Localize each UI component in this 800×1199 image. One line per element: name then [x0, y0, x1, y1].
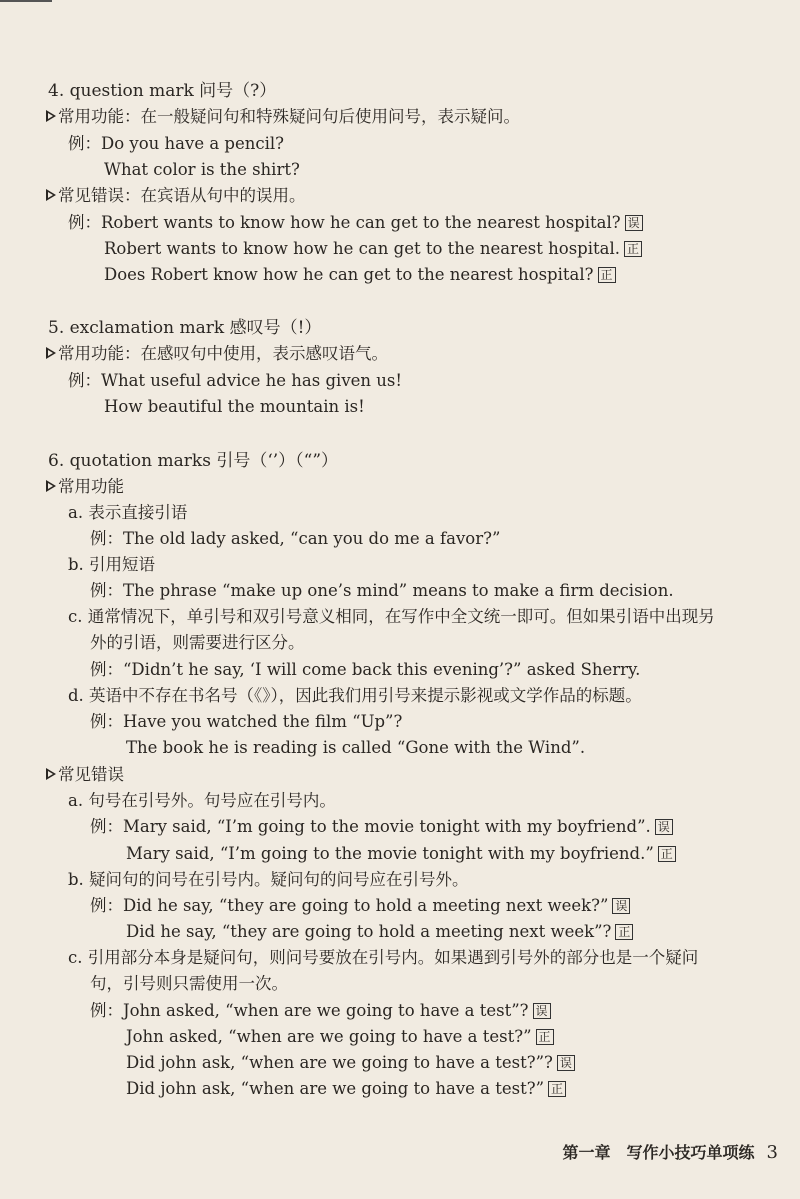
triangle-icon: [46, 768, 56, 780]
wrong-badge: 误: [625, 215, 643, 231]
example-line: Did john ask, “when are we going to have a test?”? 误: [126, 1052, 575, 1074]
triangle-icon: [46, 189, 56, 201]
triangle-icon: [46, 347, 56, 359]
chapter-title: 第一章 写作小技巧单项练: [562, 1143, 755, 1162]
example-line: Robert wants to know how he can get to the nearest hospital. 正: [104, 238, 642, 260]
right-badge: 正: [624, 241, 642, 257]
subitem-c: c. 通常情况下，单引号和双引号意义相同，在写作中全文统一即可。但如果引语中出现另: [68, 607, 715, 626]
subitem-c-cont: 外的引语，则需要进行区分。: [90, 633, 305, 652]
error-b: b. 疑问句的问号在引号内。疑问句的问号应在引号外。: [68, 870, 469, 889]
example-row: 例：Do you have a pencil?: [68, 134, 285, 153]
section-5-title: 5. exclamation mark 感叹号（!）: [48, 318, 322, 338]
section-4-function: 常用功能：在一般疑问句和特殊疑问句后使用问号，表示疑问。: [46, 106, 520, 128]
example-row: 例：The old lady asked, “can you do me a favor?”: [90, 529, 501, 548]
wrong-badge: 误: [655, 819, 673, 835]
triangle-icon: [46, 480, 56, 492]
example-row: 例：Did he say, “they are going to hold a meeting next week?” 误: [90, 895, 630, 917]
top-rule: [0, 0, 52, 2]
example-line: What color is the shirt?: [104, 160, 300, 179]
subitem-d: d. 英语中不存在书名号（《》），因此我们用引号来提示影视或文学作品的标题。: [68, 686, 642, 705]
right-badge: 正: [615, 924, 633, 940]
example-line: The book he is reading is called “Gone with the Wind”.: [126, 738, 586, 757]
wrong-badge: 误: [557, 1055, 575, 1071]
example-line: Did he say, “they are going to hold a meeting next week”? 正: [126, 921, 633, 943]
section-4-errors: 常见错误：在宾语从句中的误用。: [46, 185, 306, 207]
example-line: Does Robert know how he can get to the nearest hospital? 正: [104, 264, 616, 286]
example-line: John asked, “when are we going to have a test?” 正: [126, 1026, 554, 1048]
section-5-function: 常用功能：在感叹句中使用，表示感叹语气。: [46, 343, 388, 365]
error-c: c. 引用部分本身是疑问句，则问号要放在引号内。如果遇到引号外的部分也是一个疑问: [68, 948, 699, 967]
section-6-errors: 常见错误: [46, 764, 124, 786]
example-row: 例：Have you watched the film “Up”?: [90, 712, 403, 731]
triangle-icon: [46, 110, 56, 122]
example-line: Did john ask, “when are we going to have a test?” 正: [126, 1078, 566, 1100]
example-row: 例：John asked, “when are we going to have a test”? 误: [90, 1000, 551, 1022]
example-line: How beautiful the mountain is!: [104, 397, 365, 416]
subitem-a: a. 表示直接引语: [68, 503, 188, 522]
section-4-title: 4. question mark 问号（?）: [48, 81, 277, 101]
error-c-cont: 句，引号则只需使用一次。: [90, 974, 288, 993]
section-6-title: 6. quotation marks 引号（‘’）（“”）: [48, 451, 339, 471]
page-footer: [563, 1140, 778, 1163]
subitem-b: b. 引用短语: [68, 555, 156, 574]
example-row: 例：Robert wants to know how he can get to the nearest hospital? 误: [68, 212, 643, 234]
section-6-function: 常用功能: [46, 476, 124, 498]
example-line: Mary said, “I’m going to the movie tonight with my boyfriend.” 正: [126, 843, 676, 865]
example-row: 例：Mary said, “I’m going to the movie tonight with my boyfriend”. 误: [90, 816, 673, 838]
example-row: 例：“Didn’t he say, ‘I will come back this evening’?” asked Sherry.: [90, 660, 641, 679]
example-row: 例：The phrase “make up one’s mind” means to make a firm decision.: [90, 581, 674, 600]
right-badge: 正: [598, 267, 616, 283]
wrong-badge: 误: [533, 1003, 551, 1019]
page-number: 3: [766, 1142, 778, 1163]
error-a: a. 句号在引号外。句号应在引号内。: [68, 791, 336, 810]
right-badge: 正: [548, 1081, 566, 1097]
wrong-badge: 误: [612, 898, 630, 914]
example-row: 例：What useful advice he has given us!: [68, 371, 402, 390]
right-badge: 正: [536, 1029, 554, 1045]
right-badge: 正: [658, 846, 676, 862]
